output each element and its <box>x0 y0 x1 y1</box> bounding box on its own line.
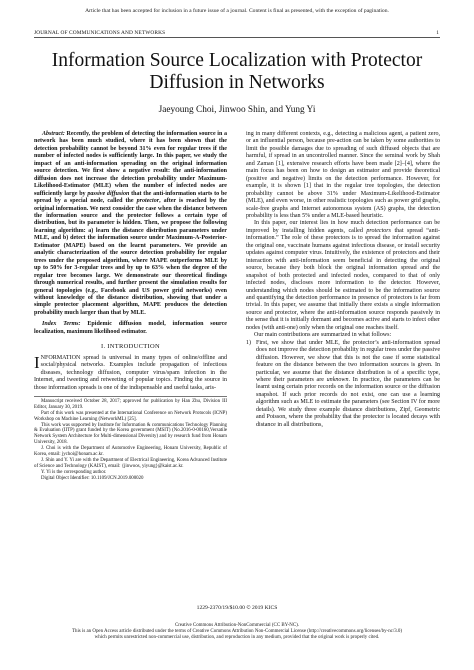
title-line-1: Information Source Localization with Protector <box>51 50 423 71</box>
abstract-em-protector: protector <box>136 198 160 205</box>
left-column <box>34 131 227 482</box>
issn-price-code: 1229-2370/19/$10.00 © 2019 KICS <box>196 605 278 611</box>
journal-name: JOURNAL OF COMMUNICATIONS AND NETWORKS <box>34 30 166 36</box>
intro-paragraph-continued: ing in many different contexts, e.g., detecting a malicious agent, a patient zero, or an influential person, because pre-action can be taken by some authorities to limit the possible damages due to spreading of such diffused objects that are harmful, if spread in an uncontrolled manner. Since the seminal work by Shah and Zaman [1], extensive research efforts have been made [2]–[4], where the main focus has been on how to design an estimator and provide theoretical (positive and negative) limits on the detection performance. However, for example, it is shown [1] that in the regular tree topologies, the detection probability cannot be above 31% under Maximum-Likelihood-Estimator (MLE), and even worse, in other realistic topologies such as power grid graphs, scale-free graphs and Internet autonomous system (AS) graphs, the detection probability is less than 5% under a MLE-based heuristic. <box>246 131 440 219</box>
drop-cap: I <box>34 352 40 372</box>
abstract-text-2: that the anti-information starts to be spread by a special node, called the <box>34 190 227 205</box>
contribution-number: 1) <box>246 339 252 346</box>
footnote-icnp: Part of this work was presented at the International Conference on Network Protocols (ICNP) Workshop on Machine Learning (NetworkML) [25]. <box>34 410 227 422</box>
protector-text-a: In this paper, our interest lies in how much detection performance can be improved by installing hidden agents, called <box>246 220 440 234</box>
protector-text-b: that spread “anti-information.” The role of these protectors is to spread the information against the original one, vaccinate humans against infectious disease, or install security updates against computer virus. Intuitively, the existence of protectors and their interaction with anti-information seem beneficial in detecting the original source, because they both block the original information spread and the snapshot of both protected and infected nodes, compared to that of only infected nodes, discloses more information to the detector. However, understanding which nodes should be estimated to be the information source and quantifying the detection performance in presence of protectors is far from trivial. In this paper, we assume that initially there exists a single information source and protector, where the anti-information source responds passively in the sense that it is initially dormant and becomes active and starts to infect other nodes (with anti-one) only when the original one reaches itself. <box>246 227 440 331</box>
footnotes <box>34 396 227 482</box>
right-column <box>246 131 440 429</box>
footnote-doi: Digital Object Identifier: 10.1109/JCN.2019.000020 <box>41 475 144 481</box>
page-number: 1 <box>436 30 439 36</box>
abstract-label: Abstract: <box>42 131 65 137</box>
index-terms-label: Index Terms: <box>42 321 81 328</box>
contribution-text-a: First, we show that under MLE, the protector’s anti-information spread does not improve the detection probability in regular trees under the passive diffusion. However, we show that this is not the case if some statistical feature on the distance between the two information sources is given. In particular, we assume that the distance distribution is of a specific type, where their parameters are <box>256 339 440 383</box>
contributions-intro: Our main contributions are summarized in what follows: <box>254 332 392 339</box>
header-rule <box>34 37 440 38</box>
contribution-em-unknown: unknown <box>326 376 349 383</box>
license-line-1: Creative Commons Attribution-NonCommercial (CC BY-NC). <box>174 623 300 628</box>
author-list: Jaeyoung Choi, Jinwoo Shin, and Yung Yi <box>158 105 316 115</box>
footnote-shin-yi: J. Shin and Y. Yi are with the Department of Electrical Engineering, Korea Advanced Institute of Science and Technology (KAIST), email: {jinwoos, yiyung}@kaist.ac.kr. <box>34 458 227 469</box>
abstract <box>34 131 227 317</box>
protector-paragraph <box>246 220 440 332</box>
paper-title <box>40 50 434 94</box>
footnote-corresponding: Y. Yi is the corresponding author. <box>41 469 107 475</box>
license-line-2: This is an Open Access article distributed under the terms of Creative Commons Attribution Non-Commercial License (http://creativecommons.org/licenses/by-nc/3.0) <box>71 629 403 634</box>
intro-paragraph <box>34 352 227 392</box>
protector-em: protectors <box>366 227 391 234</box>
index-terms-text: Epidemic diffusion model, information source localization, maximum likelihood estimator. <box>34 321 227 335</box>
abstract-text-3: , after is reached by the original information. We next consider the case when the distance between the information source and the protector follows a certain type of distribution, but its parameter is hidden. Then, we propose the following learning algorithm: a) learn the distance distribution parameters under MLE, and b) detect the information source under Maximum-A-Posterior-Estimator (MAPE) based on the learnt parameters. We provide an analytic characterization of the source detection probability for regular trees under the proposed algorithm, where MAPE outperforms MLE by up to 50% for 3-regular trees and by up to 63% when the degree of the regular tree becomes large. We demonstrate our theoretical findings through numerical results, and further present the simulation results for general topologies (e.g., Facebook and US power grid networks) even without knowledge of the distance distribution, showing that under a simple protector placement algorithm, MAPE produces the detection probability much larger than that by MLE. <box>34 198 227 316</box>
acceptance-note: Article that has been accepted for inclusion in a future issue of a journal. Content is final as presented, with the exception of pagination. <box>85 8 389 14</box>
abstract-text-1: Recently, the problem of detecting the information source in a network has been much studied, where it has been shown that the detection probability cannot be beyond 31% even for regular trees if the number of infected nodes is sufficiently large. In this paper, we study the impact of an anti-information spreading on the original information source detection. We first show a negative result: the anti-information diffusion does not increase the detection probability under Maximum-Likelihood-Estimator (MLE) when the number of infected nodes are sufficiently large by <box>34 131 227 197</box>
contribution-text-b: . In practice, the parameters can be learnt using certain prior records on the information source or the diffusion snapshot. If such prior records do not exist, one can use a learning algorithm such as MLE to estimate the parameters (see Section IV for more details). We study three example distance distributions, Zipf, Geometric and Poisson, where the probability that the protector is located decays with distance in all distributions, <box>256 376 440 428</box>
contribution-text <box>256 340 440 429</box>
intro-text: NFORMATION spread is universal in many types of online/offline and social/physical networks. Examples include propagation of infectious diseases, technology diffusion, computer virus/spam infection in the Internet, and tweeting and retweeting of popular topics. Finding the source in those information spreads is one of the indispensable and useful tasks, aris- <box>34 354 227 391</box>
license-notice <box>20 623 454 641</box>
license-line-3: which permits unrestricted non-commercial use, distribution, and reproduction in any medium, provided that the original work is properly cited. <box>94 635 380 640</box>
contribution-item-1 <box>246 340 440 429</box>
footnote-manuscript: Manuscript received October 28, 2017; approved for publication by Han Zhu, Division III Editor, January 30, 2019. <box>34 398 227 410</box>
title-line-2: Diffusion in Networks <box>149 72 325 93</box>
footnote-funding: This work was supported by Institute for Information & communications Technology Planning & Evaluation (IITP) grant funded by the Korea government (MSIT) (No.2016-0-00160,Versatile Network System Architecture for Multi-dimensional Diversity) and by research fund from Honam University, 2018. <box>34 422 227 446</box>
footnote-choi: J. Choi is with the Department of Automotive Engineering, Honam University, Republic of Korea, email: jychoi@honam.ac.kr. <box>34 446 227 458</box>
abstract-em-passive: passive diffusion <box>87 190 130 197</box>
index-terms <box>34 321 227 336</box>
section-heading-introduction: I. INTRODUCTION <box>100 343 161 351</box>
